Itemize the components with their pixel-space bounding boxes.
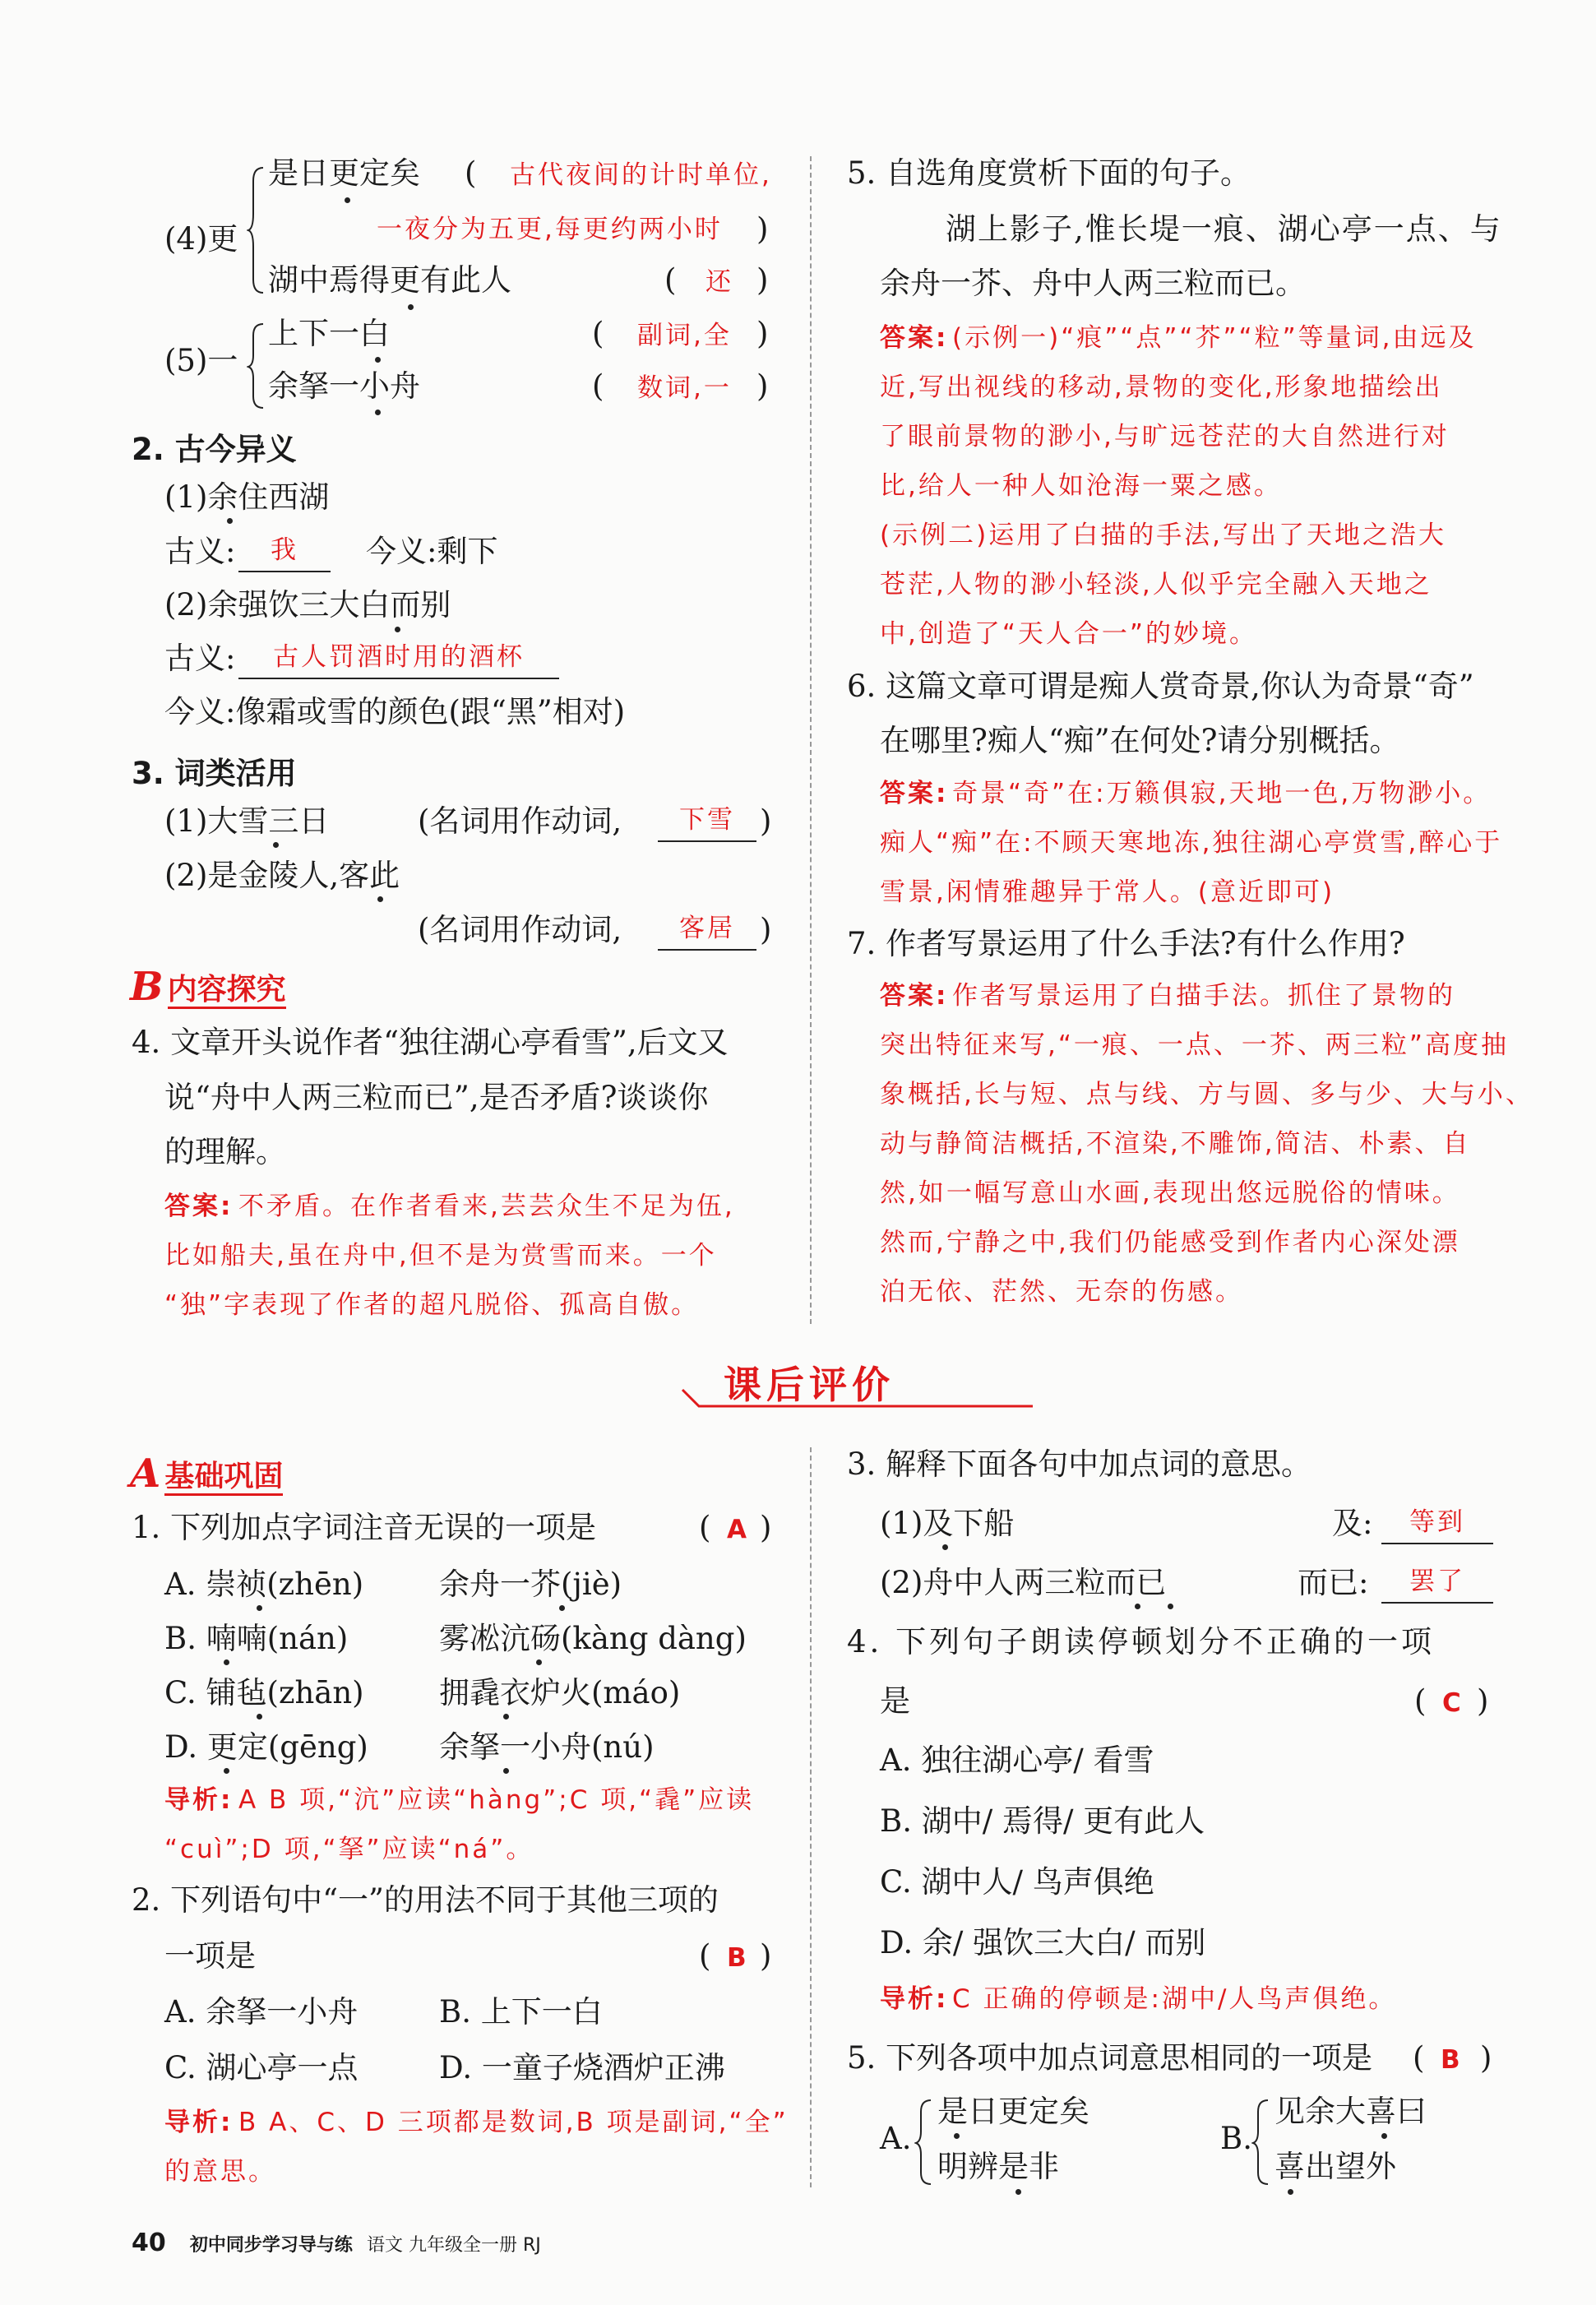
- answer-prefix: 答案:: [880, 779, 949, 808]
- answer-blank: [238, 641, 559, 679]
- brace-icon: [1251, 2097, 1271, 2187]
- emphasis-dot: [395, 627, 400, 632]
- question-text: 4. 下列句子朗读停顿划分不正确的一项: [847, 1624, 1436, 1659]
- question-text: 7. 作者写景运用了什么手法?有什么作用?: [847, 926, 1405, 961]
- paren: (: [465, 155, 477, 191]
- emphasis-dot: [503, 1714, 509, 1719]
- answer-text: 痴人“痴”在:不顾天寒地冻,独往湖心亭赏雪,醉心于: [880, 828, 1503, 858]
- answer-text: 比,给人一种人如沧海一粟之感。: [880, 471, 1282, 501]
- emphasis-dot: [559, 1605, 565, 1611]
- emphasis-dot: [503, 1768, 509, 1774]
- question-text: 6. 这篇文章可谓是痴人赏奇景,你认为奇景“奇”: [847, 669, 1474, 704]
- text-line: 明辨是非: [937, 2149, 1059, 2184]
- emphasis-dot: [375, 357, 381, 363]
- paren: (: [1413, 2040, 1425, 2076]
- answer-text: 不矛盾。在作者看来,芸芸众生不足为伍,: [238, 1192, 735, 1221]
- question-text: 在哪里?痴人“痴”在何处?请分别概括。: [880, 723, 1400, 758]
- emphasis-dot: [408, 304, 414, 310]
- answer-text: 突出特征来写,“一痕、一点、一芥、两三粒”高度抽: [880, 1030, 1509, 1060]
- answer-choice: B: [727, 1943, 749, 1973]
- question-text: 是: [880, 1683, 910, 1719]
- text-line: 喜出望外: [1274, 2149, 1396, 2184]
- answer-text: 近,写出视线的移动,景物的变化,形象地描绘出: [880, 373, 1443, 402]
- gloss-label: 而已:: [1298, 1565, 1369, 1600]
- section-title: 基础巩固: [164, 1460, 283, 1496]
- text-line: (2)舟中人两三粒而已: [880, 1565, 1167, 1600]
- answer-blank: [238, 535, 331, 572]
- question-text: 余舟一芥、舟中人两三粒而已。: [880, 266, 1306, 301]
- answer-blank: [658, 804, 756, 842]
- option: C. 铺毡(zhān): [164, 1675, 364, 1710]
- answer-text: 雪景,闲情雅趣异于常人。(意近即可): [880, 877, 1335, 907]
- emphasis-dot: [273, 842, 279, 848]
- emphasis-dot: [1168, 1604, 1173, 1609]
- paren: ): [760, 803, 772, 839]
- paren: ): [756, 262, 769, 298]
- answer-text: 中,创造了“天人合一”的妙境。: [880, 619, 1257, 649]
- emphasis-dot: [954, 2133, 960, 2139]
- emphasis-dot: [1135, 1604, 1140, 1609]
- section-title: 3. 词类活用: [132, 756, 297, 791]
- question-text: 5. 自选角度赏析下面的句子。: [847, 155, 1251, 191]
- answer-text: 一夜分为五更,每更约两小时: [377, 215, 723, 244]
- paren: ): [756, 211, 769, 247]
- text-line: (1)大雪三日: [164, 803, 330, 839]
- paren: (: [1414, 1683, 1427, 1719]
- option: D. 一童子烧酒炉正沸: [439, 2050, 725, 2085]
- emphasis-dot: [227, 518, 233, 524]
- answer-text: 泊无依、茫然、无奈的伤感。: [880, 1277, 1243, 1307]
- answer-text: (示例二)运用了白描的手法,写出了天地之浩大: [880, 521, 1447, 550]
- question-text: 4. 文章开头说作者“独往湖心亭看雪”,后文又: [132, 1025, 729, 1060]
- paren: ): [756, 368, 769, 404]
- question-text: 湖上影子,惟长堤一痕、湖心亭一点、与: [946, 211, 1502, 247]
- emphasis-dot: [224, 1659, 229, 1665]
- paren: ): [1480, 2040, 1492, 2076]
- text-line: 上下一白: [268, 316, 390, 351]
- gloss-label: 古义:: [164, 534, 236, 569]
- text-line: (2)是金陵人,客此: [164, 858, 400, 893]
- text-line: (2)余强饮三大白而别: [164, 587, 451, 623]
- section-title: 内容探究: [168, 973, 286, 1009]
- option: D. 余/ 强饮三大白/ 而别: [880, 1925, 1206, 1960]
- section-title: 2. 古今异义: [132, 432, 297, 467]
- paren: ): [760, 912, 772, 947]
- answer-prefix: 答案:: [164, 1192, 234, 1221]
- answer-text: 还: [705, 267, 733, 297]
- emphasis-dot: [536, 1659, 542, 1665]
- answer-text: 数词,一: [637, 373, 732, 403]
- answer-text: 罢了: [1409, 1567, 1465, 1596]
- paren: ): [756, 316, 769, 351]
- paren: (: [699, 1510, 711, 1545]
- answer-text: 象概括,长与短、点与线、方与圆、多与少、大与小、: [880, 1080, 1534, 1109]
- question-text: 说“舟中人两三粒而已”,是否矛盾?谈谈你: [164, 1080, 709, 1115]
- option: C. 湖中人/ 鸟声俱绝: [880, 1864, 1154, 1900]
- option: 余舟一芥(jiè): [439, 1567, 622, 1602]
- answer-text: 苍茫,人物的渺小轻淡,人似乎完全融入天地之: [880, 570, 1432, 599]
- book-info: 语文 九年级全一册 RJ: [366, 2235, 541, 2256]
- section-letter: A: [130, 1451, 161, 1497]
- answer-prefix: 答案:: [880, 323, 949, 353]
- answer-text: 然,如一幅写意山水画,表现出悠远脱俗的情味。: [880, 1178, 1460, 1208]
- answer-text: 下雪: [679, 805, 735, 835]
- banner-title: 课后评价: [724, 1363, 895, 1407]
- text-line: 今义:像霜或雪的颜色(跟“黑”相对): [164, 694, 626, 729]
- answer-choice: C: [1442, 1688, 1464, 1718]
- option: 余拏一小舟(nú): [439, 1729, 655, 1765]
- text-line: 今义:剩下: [366, 534, 498, 569]
- emphasis-dot: [377, 896, 383, 902]
- section-letter: B: [130, 964, 164, 1010]
- answer-text: 然而,宁静之中,我们仍能感受到作者内心深处漂: [880, 1228, 1460, 1257]
- text-line: 是日更定矣: [937, 2094, 1089, 2129]
- explanation-prefix: 导析:: [880, 1984, 949, 2014]
- explanation-prefix: 导析:: [164, 2108, 234, 2137]
- explanation-prefix: 导析:: [164, 1785, 234, 1815]
- text-line: 是日更定矣: [268, 155, 420, 191]
- emphasis-dot: [1288, 2189, 1293, 2195]
- text-line: (1)余住西湖: [164, 479, 330, 515]
- section-header-b: [130, 964, 286, 1010]
- emphasis-dot: [257, 1714, 262, 1719]
- answer-text: 客居: [679, 914, 735, 943]
- option-label: B.: [1220, 2121, 1252, 2156]
- answer-blank: [1381, 1566, 1493, 1604]
- answer-text: 动与静简洁概括,不渲染,不雕饰,简洁、朴素、自: [880, 1129, 1471, 1159]
- paren: ): [1477, 1683, 1489, 1719]
- paren: (: [592, 368, 604, 404]
- text-line: 余拏一小舟: [268, 368, 420, 404]
- text-line: 湖中焉得更有此人: [268, 262, 511, 298]
- book-title: 初中同步学习导与练: [189, 2235, 353, 2256]
- answer-choice: B: [1441, 2045, 1463, 2075]
- text-line: (名词用作动词,: [418, 803, 622, 839]
- column-divider: [810, 156, 812, 1324]
- emphasis-dot: [375, 410, 381, 415]
- item-label: (4)更: [164, 221, 238, 257]
- emphasis-dot: [224, 1768, 229, 1774]
- item-label: (5)一: [164, 343, 238, 378]
- answer-choice: A: [727, 1515, 749, 1544]
- explanation-text: “cuì”;D 项,“拏”应读“ná”。: [164, 1835, 534, 1864]
- option: C. 湖心亭一点: [164, 2050, 359, 2085]
- brace-icon: [247, 164, 266, 296]
- answer-blank: [1381, 1507, 1493, 1544]
- paren: (: [592, 316, 604, 351]
- section-banner: [674, 1355, 1036, 1413]
- page-number: 40: [132, 2229, 166, 2257]
- answer-blank: [658, 913, 756, 951]
- page-footer: [132, 2229, 541, 2261]
- question-text: 一项是: [164, 1938, 256, 1974]
- text-line: (名词用作动词,: [418, 912, 622, 947]
- answer-text: 等到: [1409, 1507, 1465, 1537]
- answer-text: 古代夜间的计时单位,: [510, 160, 772, 190]
- option: 雾凇沆砀(kàng dàng): [439, 1621, 747, 1656]
- option-label: A.: [880, 2121, 912, 2156]
- question-text: 5. 下列各项中加点词意思相同的一项是: [847, 2040, 1373, 2076]
- option: B. 喃喃(nán): [164, 1621, 349, 1656]
- option: D. 更定(gēng): [164, 1729, 368, 1765]
- section-header-a: [130, 1451, 284, 1497]
- option: 拥毳衣炉火(máo): [439, 1675, 681, 1710]
- explanation-text: 的意思。: [164, 2157, 276, 2187]
- option: B. 上下一白: [439, 1994, 603, 2030]
- column-divider: [810, 1447, 812, 2187]
- explanation-text: B A、C、D 三项都是数词,B 项是副词,“全”: [238, 2108, 789, 2137]
- emphasis-dot: [1015, 2189, 1021, 2195]
- option: A. 余拏一小舟: [164, 1994, 359, 2030]
- answer-text: 了眼前景物的渺小,与旷远苍茫的大自然进行对: [880, 422, 1450, 451]
- brace-icon: [914, 2097, 934, 2187]
- paren: (: [699, 1938, 711, 1974]
- option: B. 湖中/ 焉得/ 更有此人: [880, 1803, 1205, 1839]
- question-text: 3. 解释下面各句中加点词的意思。: [847, 1446, 1312, 1482]
- question-text: 2. 下列语句中“一”的用法不同于其他三项的: [132, 1882, 719, 1918]
- answer-text: 奇景“奇”在:万籁俱寂,天地一色,万物渺小。: [952, 779, 1492, 808]
- text-line: (1)及下船: [880, 1506, 1015, 1541]
- answer-text: “独”字表现了作者的超凡脱俗、孤高自傲。: [164, 1290, 700, 1320]
- answer-text: 副词,全: [637, 321, 732, 350]
- explanation-text: A B 项,“沆”应读“hàng”;C 项,“毳”应读: [238, 1785, 755, 1815]
- answer-prefix: 答案:: [880, 981, 949, 1011]
- text-line: 见余大喜曰: [1274, 2094, 1427, 2129]
- option: A. 独往湖心亭/ 看雪: [880, 1743, 1154, 1778]
- question-text: 的理解。: [164, 1134, 286, 1169]
- option: A. 崇祯(zhēn): [164, 1567, 364, 1602]
- question-text: 1. 下列加点字词注音无误的一项是: [132, 1510, 597, 1545]
- emphasis-dot: [942, 1544, 948, 1550]
- brace-icon: [247, 321, 266, 411]
- answer-text: 我: [271, 535, 298, 565]
- paren: (: [664, 262, 677, 298]
- gloss-label: 古义:: [164, 641, 236, 676]
- answer-text: 比如船夫,虽在舟中,但不是为赏雪而来。一个: [164, 1241, 717, 1271]
- paren: ): [760, 1510, 772, 1545]
- emphasis-dot: [1381, 2133, 1387, 2139]
- explanation-text: C 正确的停顿是:湖中/人鸟声俱绝。: [952, 1984, 1397, 2014]
- answer-text: (示例一)“痕”“点”“芥”“粒”等量词,由远及: [952, 323, 1477, 353]
- answer-text: 古人罚酒时用的酒杯: [273, 642, 525, 672]
- answer-text: 作者写景运用了白描手法。抓住了景物的: [952, 981, 1455, 1011]
- gloss-label: 及:: [1332, 1506, 1373, 1541]
- emphasis-dot: [257, 1605, 262, 1611]
- emphasis-dot: [345, 197, 350, 203]
- paren: ): [760, 1938, 772, 1974]
